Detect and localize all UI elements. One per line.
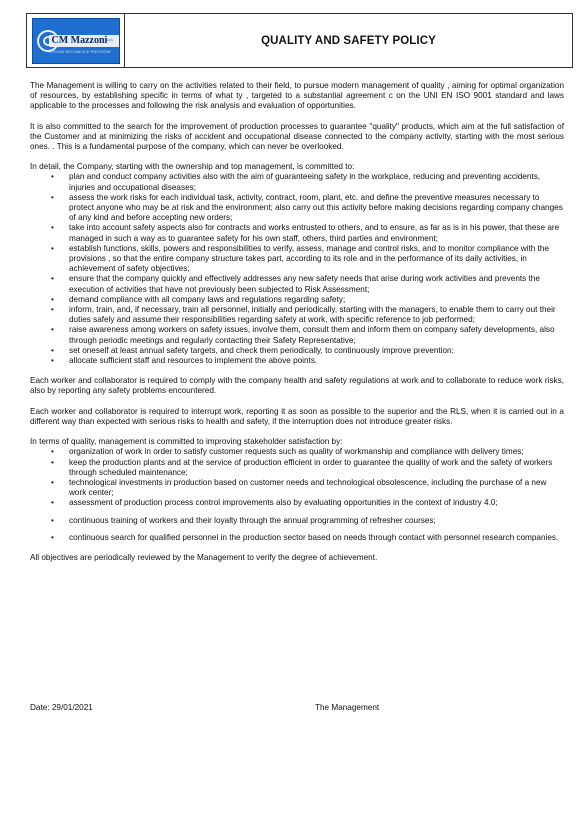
list-item: • technological investments in production based on customer needs and technological obsolescence, including the purchase of a new work center;: [30, 478, 564, 498]
company-logo: [32, 18, 120, 64]
signature-label: The Management: [315, 703, 380, 712]
detail-lead: In detail, the Company, starting with the ownership and top management, is committed to:: [30, 162, 355, 172]
quality-list: [30, 447, 564, 543]
list-item: • inform, train, and, if necessary, train all personnel, initially and periodically, starting with the managers, to enable them to carry out their duties safely and assume their responsibilities regarding safety at work, with specific reference to job performed;: [30, 305, 564, 325]
list-item: • plan and conduct company activities also with the aim of guaranteeing safety in the workplace, reducing and preventing accidents, injuries and occupational diseases;: [30, 172, 564, 192]
list-item: • raise awareness among workers on safety issues, involve them, consult them and inform them on company safety developments, also through periodic meetings and regularly contacting their Safety Representative;: [30, 325, 564, 345]
safety-list: [30, 172, 564, 366]
intro-paragraph: The Management is willing to carry on the activities related to their field, to pursue modern management of quality , aiming for optimal organization of resources, by establishing specific in terms of what ty , targeted to a substantial agreement c on the UNI EN ISO 9001 standard and laws applicable to the processes and following the risk analysis and evaluation of opportunities.: [30, 81, 564, 111]
logo-text: CM Mazzoni: [51, 34, 108, 46]
list-item: • set oneself at least annual safety targets, and check them periodically, to continuously improve prevention;: [30, 346, 564, 356]
worker-comply-paragraph: Each worker and collaborator is required to comply with the company health and safety regulations at work and to collaborate to reduce work risks, also by reporting any safety problems encountered.: [30, 376, 564, 396]
list-item: • continuous search for qualified personnel in the production sector based on needs through contact with personnel research companies.: [30, 533, 564, 543]
list-item: • keep the production plants and at the service of production efficient in order to guarantee the quality of work and the safety of workers through scheduled maintenance;: [30, 458, 564, 478]
logo-tagline: OFFICINA MECCANICA DI PRECISIONE: [48, 49, 111, 54]
list-item: • organization of work in order to satisfy customer requests such as quality of workmanship and compliance with delivery times;: [30, 447, 564, 457]
list-item: • take into account safety aspects also for contracts and works entrusted to others, and to ensure, as far as is in his power, that these are managed in such a way as to guarantee safety for his own staff, others, third parties and environment;: [30, 223, 564, 243]
list-item: • allocate sufficient staff and resources to implement the above points.: [30, 356, 564, 366]
commitment-paragraph: It is also committed to the search for the improvement of production processes to guarantee "quality" products, which aim at the full satisfaction of the Customer and at minimizing the risks of accident and occupational disease connected to the company activity, starting with the most serious ones. . This is a fundamental purpose of the company, which can never be overlooked.: [30, 121, 564, 152]
list-item: • ensure that the company quickly and effectively addresses any new safety needs that arise during work activities and prevents the execution of activities that have not previously been subjected to Risk Assessment;: [30, 274, 564, 294]
document-header: [26, 13, 573, 68]
document-body: [30, 81, 564, 563]
title-cell: [125, 14, 572, 67]
review-paragraph: All objectives are periodically reviewed by the Management to verify the degree of achievement.: [30, 552, 378, 562]
list-item: • assess the work risks for each individual task, activity, contract, room, plant, etc. and define the preventive measures necessary to protect anyone who may be at risk and the environment; also carry out this activity before making decisions regarding company changes of any kind and before accepting new orders;: [30, 193, 564, 224]
logo-srl: S.r.l.: [105, 36, 114, 42]
date-label: Date: 29/01/2021: [30, 703, 93, 712]
quality-lead: In terms of quality, management is committed to improving stakeholder satisfaction by:: [30, 437, 343, 447]
logo-cell: [27, 14, 125, 67]
document-title: QUALITY AND SAFETY POLICY: [261, 34, 436, 47]
list-item: • continuous training of workers and their loyalty through the annual programming of refresher courses;: [30, 516, 564, 526]
list-item: • demand compliance with all company laws and regulations regarding safety;: [30, 295, 564, 305]
list-item: • establish functions, skills, powers and responsibilities to verify, assess, manage and control risks, and to monitor compliance with the provisions , so that the entire company structure takes part, according to its role and in the performance of its daily activities, in achievement of safety objectives;: [30, 244, 564, 275]
list-item: • assessment of production process control improvements also by evaluating opportunities in the context of industry 4.0;: [30, 498, 564, 508]
worker-interrupt-paragraph: Each worker and collaborator is required to interrupt work, reporting it as soon as possible to the superior and the RLS, when it is carried out in a different way than expected with serious risks to health and safety, if the interruption does not introduce greater risks.: [30, 406, 564, 426]
